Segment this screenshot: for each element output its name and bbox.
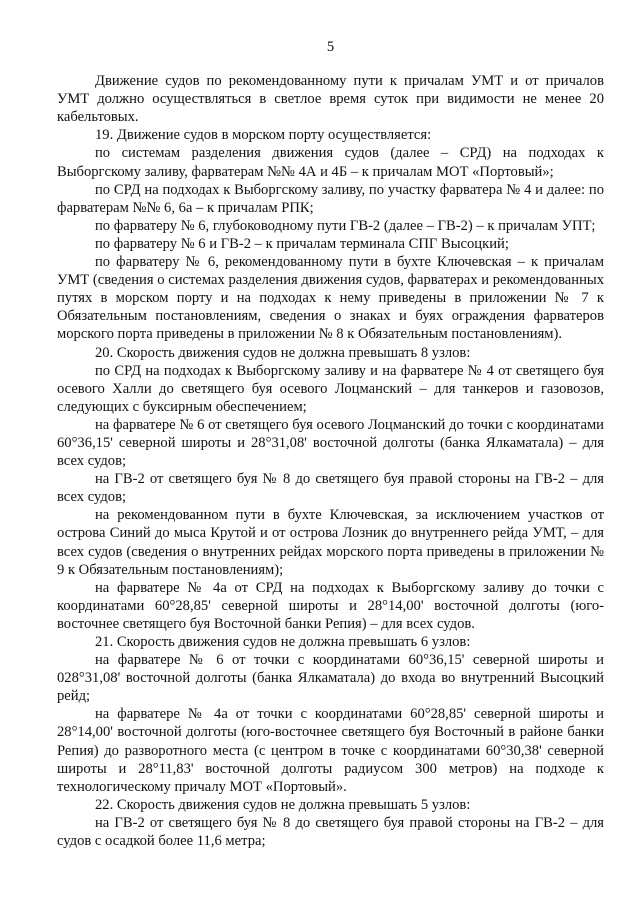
paragraph: на фарватере № 6 от светящего буя осевого Лоцманский до точки с координатами 60°36,15' северной широты и 28°31,08' восточной долготы (банка Ялкаматала) – для всех судов; xyxy=(57,416,604,470)
paragraph: 20. Скорость движения судов не должна превышать 8 узлов: xyxy=(95,344,471,361)
paragraph: на ГВ-2 от светящего буя № 8 до светящего буя правой стороны на ГВ-2 – для судов с осадкой более 11,6 метра; xyxy=(57,814,604,850)
page-number: 5 xyxy=(326,39,335,55)
paragraph: на фарватере № 6 от точки с координатами 60°36,15' северной широты и 028°31,08' восточной долготы (банка Ялкаматала) до входа во внутренний Высоцкий рейд; xyxy=(57,652,604,705)
paragraph: 21. Скорость движения судов не должна превышать 6 узлов: xyxy=(95,634,471,650)
document-body xyxy=(57,72,604,850)
paragraph: на фарватере № 4а от СРД на подходах к Выборгскому заливу до точки с координатами 60°28,85' северной широты и 28°14,00' восточной долготы (юго-восточнее светящего буя Восточной банки Репия) – для всех судов. xyxy=(57,579,604,632)
paragraph: по фарватеру № 6, глубоководному пути ГВ-2 (далее – ГВ-2) – к причалам УПТ; xyxy=(95,217,596,234)
paragraph: на ГВ-2 от светящего буя № 8 до светящего буя правой стороны на ГВ-2 – для всех судов; xyxy=(57,471,604,506)
paragraph: 19. Движение судов в морском порту осуществляется: xyxy=(95,127,432,144)
paragraph: по СРД на подходах к Выборгскому заливу, по участку фарватера № 4 и далее: по фарватерам №№ 6, 6а – к причалам РПК; xyxy=(57,181,604,216)
paragraph: на рекомендованном пути в бухте Ключевская, за исключением участков от острова Синий до мыса Крутой и от острова Лозник до внутреннего рейда УМТ, – для всех судов (сведения о внутренних рейдах морского порта приведены в приложении № 9 к Обязательным постановлениям); xyxy=(57,507,604,578)
paragraph: по системам разделения движения судов (далее – СРД) на подходах к Выборгскому заливу, фарватерам №№ 4А и 4Б – к причалам МОТ «Портовый»; xyxy=(57,145,604,180)
paragraph: 22. Скорость движения судов не должна превышать 5 узлов: xyxy=(95,796,471,813)
paragraph: по фарватеру № 6 и ГВ-2 – к причалам терминала СПГ Высоцкий; xyxy=(95,235,509,252)
paragraph: на фарватере № 4а от точки с координатами 60°28,85' северной широты и 28°14,00' восточной долготы (юго-восточнее светящего буя Восточный в районе банки Репия) до разворотного места (с центром в точке с координатами 60°30,38' северной широты и 28°11,83' восточной долготы радиусом 300 метров) на подходе к технологическому причалу МОТ «Портовый». xyxy=(57,706,604,795)
paragraph: Движение судов по рекомендованному пути к причалам УМТ и от причалов УМТ должно осуществляться в светлое время суток при видимости не менее 20 кабельтовых. xyxy=(57,73,604,126)
paragraph: по фарватеру № 6, рекомендованному пути в бухте Ключевская – к причалам УМТ (сведения о системах разделения движения судов, фарватерах и рекомендованных путях в морском порту и на подходах к нему приведены в приложении № 7 к Обязательным постановлениям, сведения о знаках и буях ограждения фарватеров морского порта приведены в приложении № 8 к Обязательным постановлениям). xyxy=(57,254,604,343)
paragraph: по СРД на подходах к Выборгскому заливу и на фарватере № 4 от светящего буя осевого Халли до светящего буя осевого Лоцманский – для танкеров и газовозов, следующих с буксирным обеспечением; xyxy=(57,362,604,415)
